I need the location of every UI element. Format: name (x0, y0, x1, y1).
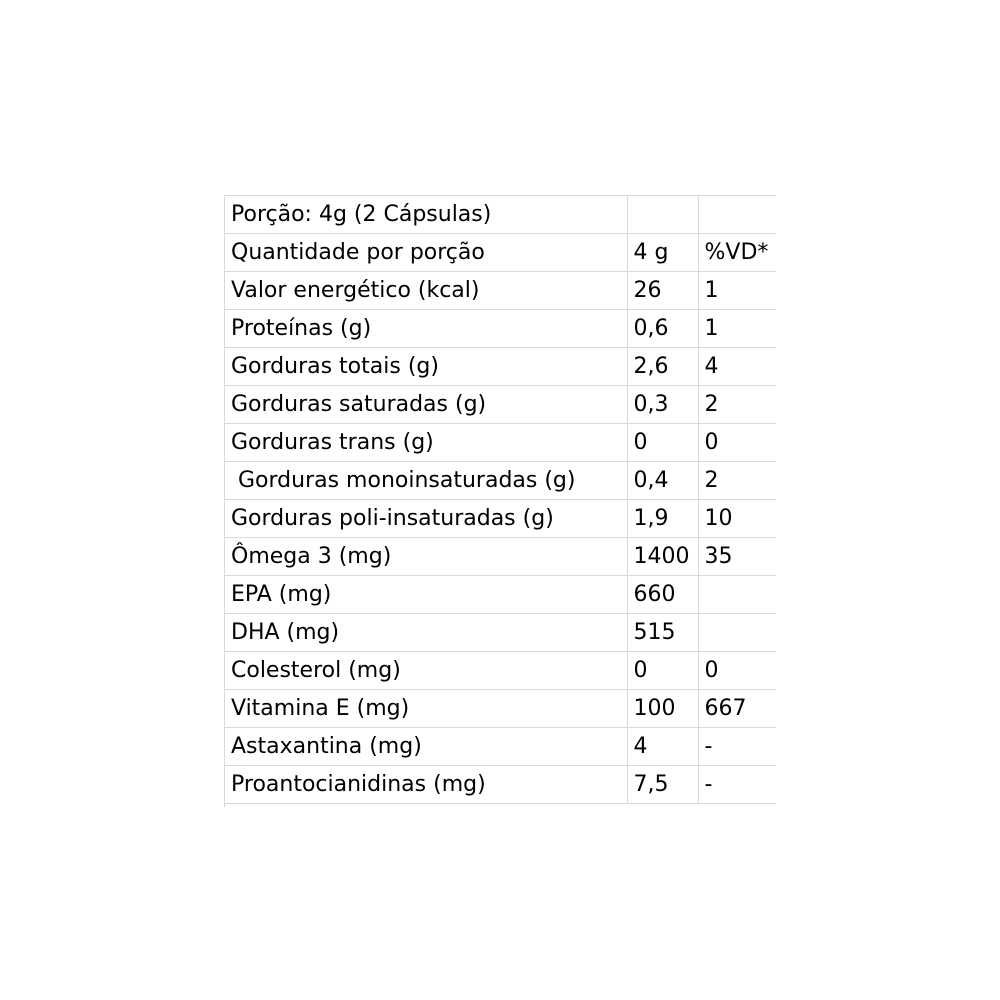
quantity-cell: 100 (627, 690, 698, 728)
table-row (224, 272, 776, 310)
table-row (224, 500, 776, 538)
table-row (224, 538, 776, 576)
daily-value-cell: 35 (698, 538, 776, 576)
nutrient-name-cell: Gorduras trans (g) (224, 424, 627, 462)
daily-value-cell: - (698, 766, 776, 804)
table-row (224, 652, 776, 690)
nutrient-name-cell: Proteínas (g) (224, 310, 627, 348)
table-row (224, 348, 776, 386)
nutrient-name-cell: Gorduras saturadas (g) (224, 386, 627, 424)
quantity-cell: 7,5 (627, 766, 698, 804)
daily-value-cell: 0 (698, 424, 776, 462)
daily-value-cell (698, 614, 776, 652)
quantity-cell: 4 g (627, 234, 698, 272)
table-row (224, 576, 776, 614)
table-row (224, 310, 776, 348)
nutrient-name-cell: DHA (mg) (224, 614, 627, 652)
table-row (224, 728, 776, 766)
nutrient-name-cell: Gorduras totais (g) (224, 348, 627, 386)
nutrient-name-cell: Valor energético (kcal) (224, 272, 627, 310)
nutrient-name-cell: Porção: 4g (2 Cápsulas) (224, 196, 627, 234)
daily-value-cell: 10 (698, 500, 776, 538)
quantity-cell: 0,6 (627, 310, 698, 348)
nutrition-facts-table (224, 195, 776, 804)
daily-value-cell: %VD* (698, 234, 776, 272)
nutrient-name-cell: Quantidade por porção (224, 234, 627, 272)
table-row (224, 234, 776, 272)
table-row (224, 766, 776, 804)
daily-value-cell: - (698, 728, 776, 766)
daily-value-cell: 2 (698, 386, 776, 424)
table-row (224, 424, 776, 462)
nutrient-name-cell: EPA (mg) (224, 576, 627, 614)
daily-value-cell: 1 (698, 310, 776, 348)
quantity-cell: 2,6 (627, 348, 698, 386)
daily-value-cell: 0 (698, 652, 776, 690)
nutrient-name-cell: Ômega 3 (mg) (224, 538, 627, 576)
nutrient-name-cell: Gorduras poli-insaturadas (g) (224, 500, 627, 538)
daily-value-cell (698, 576, 776, 614)
table-row (224, 462, 776, 500)
nutrient-name-cell: Vitamina E (mg) (224, 690, 627, 728)
quantity-cell: 0 (627, 652, 698, 690)
quantity-cell: 26 (627, 272, 698, 310)
quantity-cell (627, 196, 698, 234)
quantity-cell: 1400 (627, 538, 698, 576)
quantity-cell: 0 (627, 424, 698, 462)
nutrient-name-cell: Astaxantina (mg) (224, 728, 627, 766)
quantity-cell: 515 (627, 614, 698, 652)
daily-value-cell (698, 196, 776, 234)
nutrient-name-cell: Gorduras monoinsaturadas (g) (224, 462, 627, 500)
nutrient-name-cell: Colesterol (mg) (224, 652, 627, 690)
table-row (224, 196, 776, 234)
quantity-cell: 0,3 (627, 386, 698, 424)
daily-value-cell: 1 (698, 272, 776, 310)
daily-value-cell: 2 (698, 462, 776, 500)
daily-value-cell: 667 (698, 690, 776, 728)
quantity-cell: 660 (627, 576, 698, 614)
daily-value-cell: 4 (698, 348, 776, 386)
table-row (224, 690, 776, 728)
nutrient-name-cell: Proantocianidinas (mg) (224, 766, 627, 804)
table-row (224, 614, 776, 652)
table-row (224, 386, 776, 424)
quantity-cell: 0,4 (627, 462, 698, 500)
quantity-cell: 1,9 (627, 500, 698, 538)
quantity-cell: 4 (627, 728, 698, 766)
